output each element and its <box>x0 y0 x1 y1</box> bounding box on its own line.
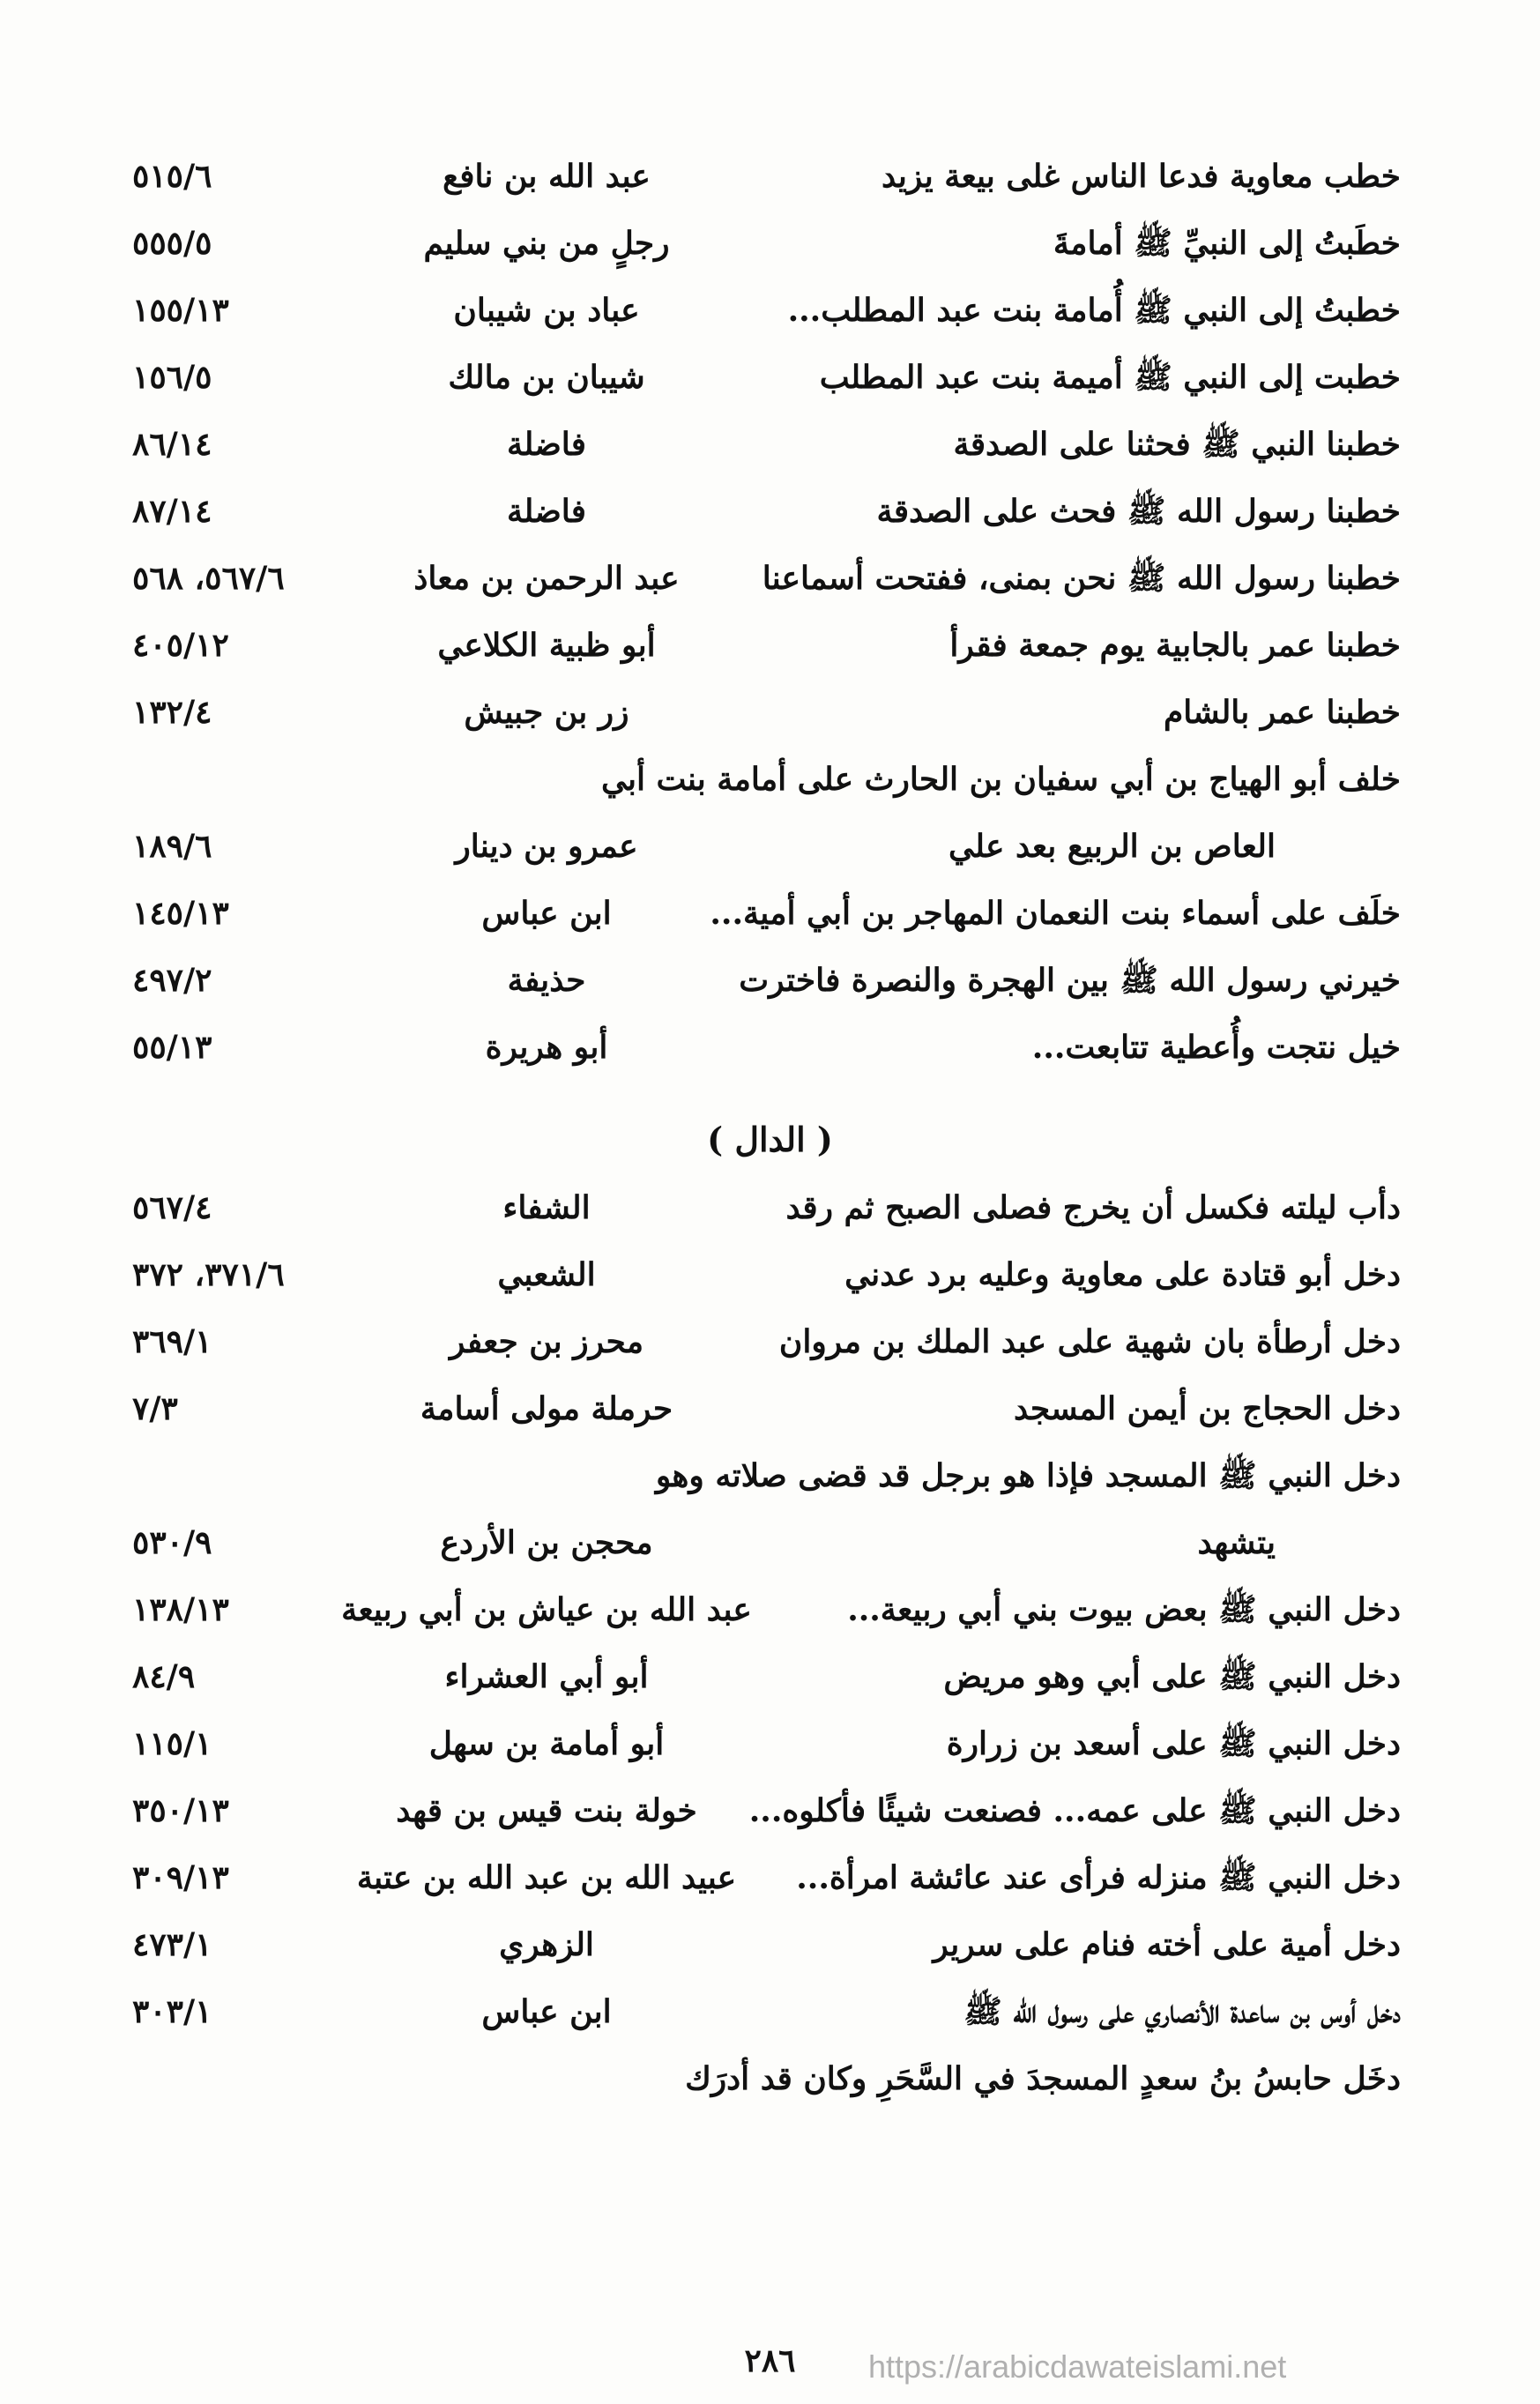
hadith-text: خطبنا النبي ﷺ فحثنا على الصدقة <box>953 426 1401 463</box>
reference: ٤٧٣/١ <box>132 1926 212 1963</box>
hadith-text: دخل أرطأة بان شهية على عبد الملك بن مروان <box>778 1323 1401 1360</box>
hadith-text: دخل النبي ﷺ على أسعد بن زرارة <box>946 1725 1401 1762</box>
hadith-text: خطبت إلى النبي ﷺ أميمة بنت عبد المطلب <box>819 359 1401 396</box>
narrator: ابن عباس <box>481 895 612 932</box>
narrator: شيبان بن مالك <box>448 359 645 396</box>
hadith-text: خيل نتجت وأُعطية تتابعت... <box>1031 1029 1401 1066</box>
index-row <box>0 1311 1540 1373</box>
index-row <box>0 145 1540 207</box>
reference: ٤٠٥/١٢ <box>132 627 229 664</box>
hadith-text: دخل النبي ﷺ على أبي وهو مريض <box>943 1658 1401 1695</box>
index-row <box>0 1177 1540 1239</box>
index-row <box>0 413 1540 475</box>
reference: ١٣٨/١٣ <box>132 1591 229 1628</box>
reference: ٣٠٣/١ <box>132 1993 212 2030</box>
index-row <box>0 1579 1540 1641</box>
reference: ١١٥/١ <box>132 1725 212 1762</box>
index-row <box>0 1780 1540 1842</box>
index-row <box>0 1847 1540 1909</box>
index-row <box>0 1378 1540 1440</box>
hadith-text: خلَف على أسماء بنت النعمان المهاجر بن أبي أمية... <box>710 895 1401 932</box>
index-row <box>0 1914 1540 1976</box>
narrator: عبد الله بن نافع <box>443 158 651 195</box>
narrator: ابن عباس <box>481 1993 612 2030</box>
index-row <box>0 346 1540 408</box>
reference: ٣٦٩/١ <box>132 1323 212 1360</box>
index-row <box>0 1981 1540 2043</box>
narrator: عمرو بن دينار <box>455 828 638 865</box>
narrator: زر بن جبيش <box>464 694 629 731</box>
section-heading: ( الدال ) <box>707 1120 833 1159</box>
narrator: عباد بن شيبان <box>453 292 640 329</box>
index-row <box>0 1713 1540 1775</box>
index-row <box>0 279 1540 341</box>
hadith-text: دخل النبي ﷺ على عمه... فصنعت شيئًا فأكلوه... <box>748 1792 1401 1829</box>
reference: ١٥٥/١٣ <box>132 292 229 329</box>
narrator: حذيفة <box>507 962 586 999</box>
index-row <box>0 681 1540 743</box>
hadith-text-line1: خلف أبو الهياج بن أبي سفيان بن الحارث على أمامة بنت أبي <box>600 761 1401 798</box>
narrator: محجن بن الأردع <box>440 1524 653 1561</box>
reference: ١٨٩/٦ <box>132 828 212 865</box>
page-number: ٢٨٦ <box>744 2342 796 2379</box>
narrator: عبد الرحمن بن معاذ <box>413 560 680 597</box>
index-row <box>0 212 1540 274</box>
hadith-text: خطبتُ إلى النبي ﷺ أُمامة بنت عبد المطلب... <box>787 292 1401 329</box>
hadith-text: خطبنا عمر بالجابية يوم جمعة فقرأ <box>949 627 1401 664</box>
reference: ٥٦٧/٤ <box>132 1189 212 1226</box>
reference: ٥٥/١٣ <box>132 1029 212 1066</box>
reference: ٧/٣ <box>132 1390 178 1427</box>
hadith-text: دخل النبي ﷺ بعض بيوت بني أبي ربيعة... <box>847 1591 1401 1628</box>
hadith-text: خطبنا رسول الله ﷺ نحن بمنى، ففتحت أسماعنا <box>762 560 1401 597</box>
reference: ٨٦/١٤ <box>132 426 212 463</box>
index-row <box>0 1244 1540 1306</box>
reference: ٣٠٩/١٣ <box>132 1859 229 1896</box>
index-row <box>0 1646 1540 1708</box>
hadith-text: خيرني رسول الله ﷺ بين الهجرة والنصرة فاخترت <box>739 962 1401 999</box>
reference: ١٥٦/٥ <box>132 359 212 396</box>
reference: ٣٧١/٦، ٣٧٢ <box>132 1256 285 1293</box>
narrator: الزهري <box>499 1926 594 1963</box>
hadith-text: خطبنا رسول الله ﷺ فحث على الصدقة <box>876 493 1401 530</box>
narrator: فاضلة <box>507 493 586 530</box>
hadith-text: دخل الحجاج بن أيمن المسجد <box>1013 1390 1401 1427</box>
hadith-text-line1: دخل النبي ﷺ المسجد فإذا هو برجل قد قضى صلاته وهو <box>655 1457 1401 1494</box>
narrator: الشعبي <box>497 1256 596 1293</box>
reference: ٣٥٠/١٣ <box>132 1792 229 1829</box>
reference: ١٣٢/٤ <box>132 694 212 731</box>
hadith-text: دخل أبو قتادة على معاوية وعليه برد عدني <box>844 1256 1401 1293</box>
reference: ٥١٥/٦ <box>132 158 212 195</box>
narrator: فاضلة <box>507 426 586 463</box>
narrator: خولة بنت قيس بن قهد <box>396 1792 697 1829</box>
index-row <box>0 1016 1540 1078</box>
hadith-text-line1: دخَل حابسُ بنُ سعدٍ المسجدَ في السَّحَرِ وكان قد أدرَك <box>685 2060 1401 2097</box>
narrator: رجلٍ من بني سليم <box>423 225 670 262</box>
narrator: عبد الله بن عياش بن أبي ربيعة <box>341 1591 752 1628</box>
hadith-text-line2: العاص بن الربيع بعد علي <box>949 828 1276 865</box>
reference: ٥٣٠/٩ <box>132 1524 212 1561</box>
index-row-continuation <box>0 815 1540 877</box>
index-row-multiline <box>0 2048 1540 2110</box>
narrator: أبو أمامة بن سهل <box>428 1725 665 1762</box>
reference: ٥٦٧/٦، ٥٦٨ <box>132 560 285 597</box>
index-row <box>0 480 1540 542</box>
narrator: أبو أبي العشراء <box>444 1658 649 1695</box>
narrator: محرز بن جعفر <box>450 1323 644 1360</box>
index-row-multiline <box>0 1445 1540 1507</box>
hadith-text: خطب معاوية فدعا الناس غلى بيعة يزيد <box>881 158 1401 195</box>
index-row <box>0 949 1540 1011</box>
index-row <box>0 614 1540 676</box>
hadith-text: دأب ليلته فكسل أن يخرج فصلى الصبح ثم رقد <box>785 1189 1401 1226</box>
reference: ٥٥٥/٥ <box>132 225 212 262</box>
narrator: أبو هريرة <box>485 1029 608 1066</box>
hadith-text-line2: يتشهد <box>1197 1524 1276 1561</box>
index-row-continuation <box>0 1512 1540 1574</box>
hadith-text: دخل أوس بن ساعدة الأنصاري على رسول الله ﷺ <box>963 1993 1401 2030</box>
narrator: أبو ظبية الكلاعي <box>437 627 656 664</box>
narrator: الشفاء <box>502 1189 591 1226</box>
narrator: حرملة مولى أسامة <box>420 1390 673 1427</box>
reference: ١٤٥/١٣ <box>132 895 229 932</box>
index-row <box>0 547 1540 609</box>
index-row-multiline <box>0 748 1540 810</box>
hadith-text: خطَبتُ إلى النبيِّ ﷺ أمامةَ <box>1053 225 1401 262</box>
reference: ٨٤/٩ <box>132 1658 196 1695</box>
watermark-url: https://arabicdawateislami.net <box>868 2348 1287 2385</box>
index-row <box>0 882 1540 944</box>
hadith-text: دخل أمية على أخته فنام على سرير <box>933 1926 1401 1963</box>
narrator: عبيد الله بن عبد الله بن عتبة <box>356 1859 737 1896</box>
hadith-text: خطبنا عمر بالشام <box>1163 694 1401 731</box>
hadith-text: دخل النبي ﷺ منزله فرأى عند عائشة امرأة... <box>796 1859 1401 1896</box>
reference: ٨٧/١٤ <box>132 493 212 530</box>
reference: ٤٩٧/٢ <box>132 962 212 999</box>
